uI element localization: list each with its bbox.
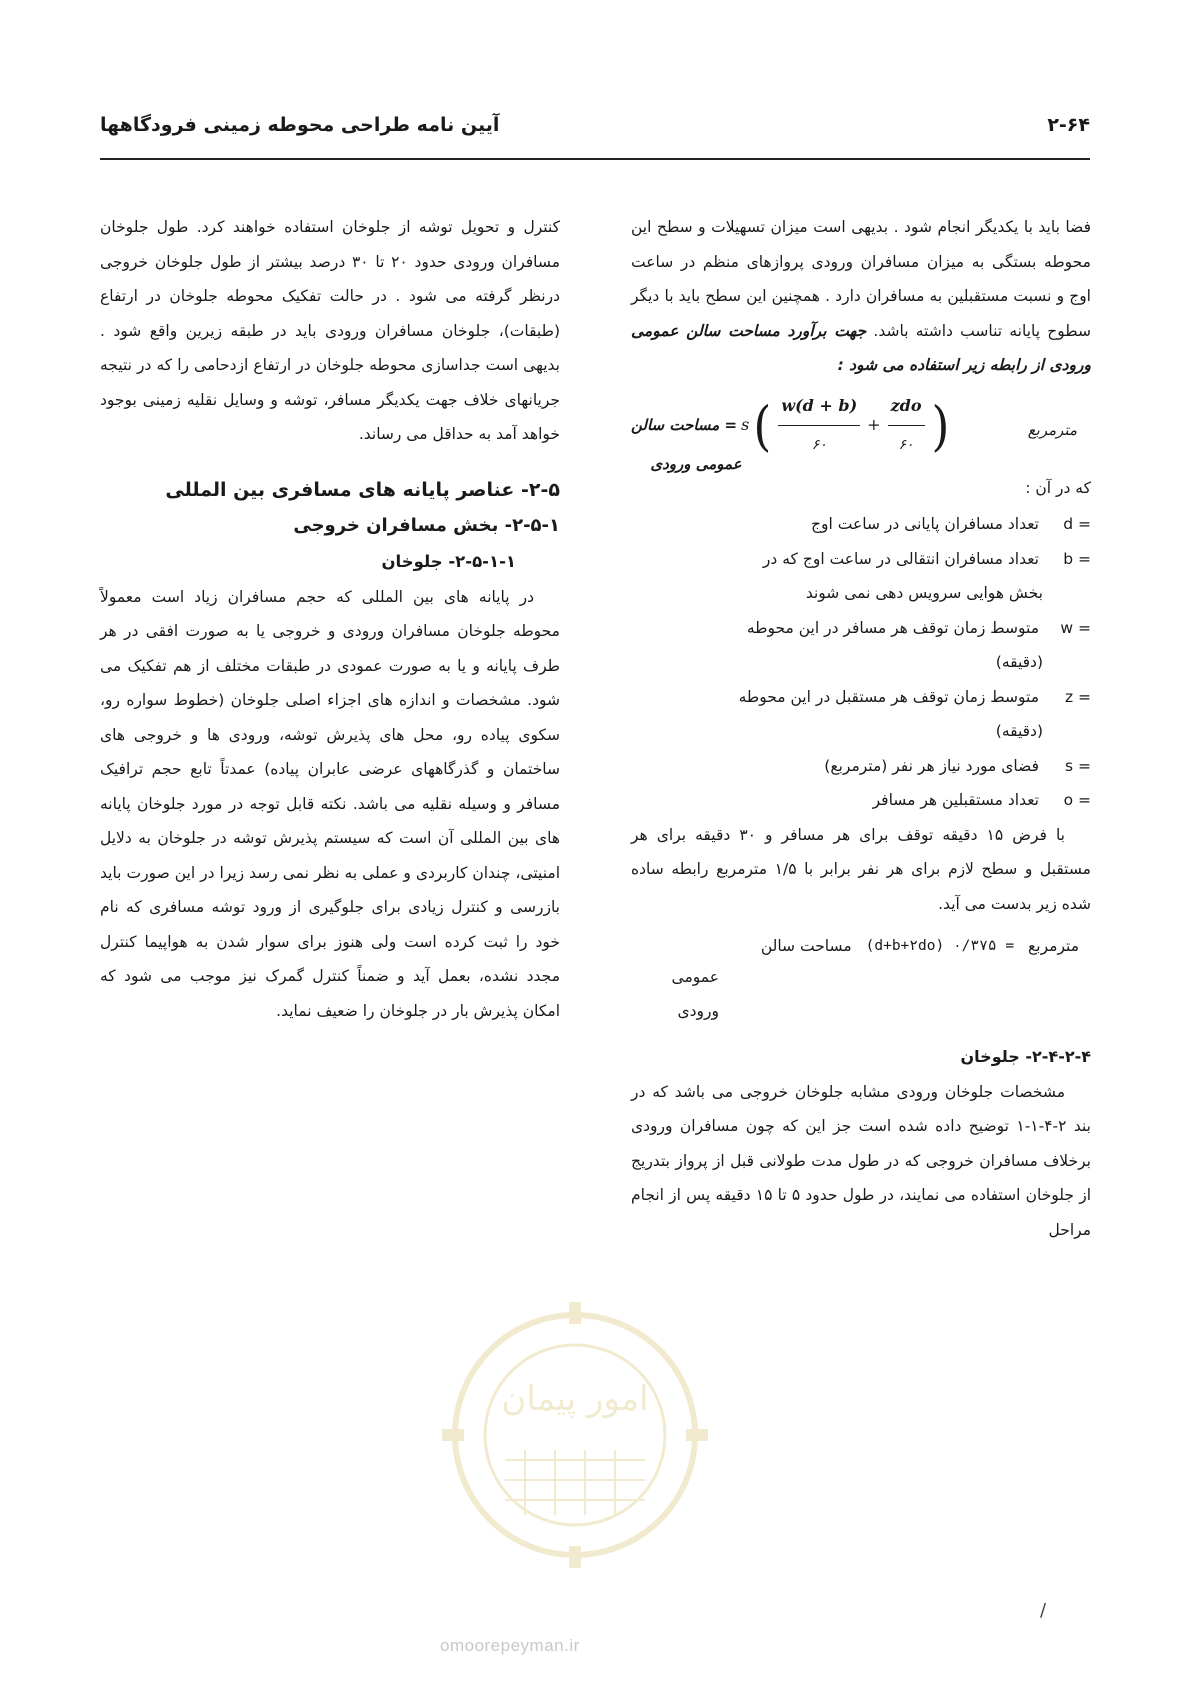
paragraph-intro-text: فضا باید با یکدیگر انجام شود . بدیهی است میزان تسهیلات و سطح این محوطه بستگی به میزان مسافران ورودی پروازهای منظم در ساعت اوج و نسبت مستقبلین به مسافران دارد . همچنین این سطح باید با دیگر سطوح پایانه تناسب داشته باشد. [631,218,1091,340]
definition-variable: b = [1063,549,1091,568]
definition-variable: w = [1060,618,1091,637]
formula-unit: مترمربع [1027,420,1077,439]
formula2-label: مساحت سالن [760,937,852,955]
definition-continuation: (دقیقه) [995,653,1043,671]
heading-departures: ۲-۵-۱- بخش مسافران خروجی [293,514,560,536]
variable-definitions [631,507,1091,818]
watermark-seal [430,1290,720,1580]
definition-text: تعداد مسافران انتقالی در ساعت اوج که در [762,549,1039,568]
formula-numerator-1: w(d + b) [778,389,860,427]
formula2-expression: (d+b+۲do) ۰/۳۷۵ = [865,938,1015,954]
definition-text: تعداد مستقبلین هر مسافر [872,791,1039,809]
definition-variable: s = [1065,756,1091,775]
definition-continuation: (دقیقه) [995,722,1043,740]
formula-denominator-1: ۶۰ [811,437,827,453]
formula-label-line2: عمومی ورودی [650,454,742,473]
formula-factor: s [741,415,750,435]
section-heading-arrival-forecourt: ۲-۴-۲-۴- جلوخان [960,1046,1091,1066]
formula-hall-area [631,389,1091,471]
definition-text: متوسط زمان توقف هر مستقبل در این محوطه [738,687,1039,706]
formula-plus: + [867,415,881,435]
definition-variable: d = [1063,515,1091,533]
formula-open-paren: ( [753,394,772,457]
watermark-url: omoorepeyman.ir [440,1636,580,1655]
definition-row [631,749,1091,784]
definition-variable: z = [1064,687,1091,706]
heading-international-terminal: ۲-۵- عناصر پایانه های مسافری بین المللی [165,478,560,501]
definition-row [631,507,1091,542]
document-title: آیین نامه طراحی محوطه زمینی فرودگاهها [100,114,500,136]
formula-fraction-1 [778,389,860,463]
formula-numerator-2: zdo [888,389,925,427]
definition-text: فضای مورد نیاز هر نفر (مترمربع) [824,756,1039,775]
definition-row [631,542,1091,577]
definition-row [631,680,1091,715]
watermark-seal-text: امور پیمان [501,1379,649,1419]
paragraph-intro [631,210,1091,383]
right-column [631,210,1091,1247]
definition-row [631,783,1091,818]
definition-text: تعداد مسافران پایانی در ساعت اوج [811,515,1039,533]
page-number: ۲-۶۴ [1047,114,1090,136]
page-header [100,110,1090,160]
formula2-unit: مترمربع [1028,937,1079,955]
formula-denominator-2: ۶۰ [898,437,914,453]
definition-continuation: بخش هوایی سرویس دهی نمی شوند [805,584,1043,602]
formula2-label-line2: عمومی ورودی [671,967,719,1020]
definition-variable: o = [1063,791,1091,809]
paragraph-assumption: با فرض ۱۵ دقیقه توقف برای هر مسافر و ۳۰ دقیقه برای هر مستقبل و سطح لازم برای هر نفر برابر با ۱/۵ مترمربع رابطه ساده شده زیر بدست می آید. [631,825,1091,913]
formula-close-paren: ) [931,394,950,457]
where-label: که در آن : [1025,478,1091,497]
paragraph-intro-emphasis: جهت برآورد مساحت سالن عمومی ورودی از رابطه زیر استفاده می شود : [631,321,1091,374]
formula-simplified [631,929,1091,964]
margin-mark: / [1040,1600,1047,1621]
paragraph-international-forecourt: در پایانه های بین المللی که حجم مسافران زیاد است معمولاً محوطه جلوخان مسافران ورودی و خروجی یا به صورت افقی در هر طرف پایانه و یا به صورت عمودی در طبقات مختلف از هم تفکیک می شود. مشخصات و اندازه های اجزاء اصلی جلوخان (خطوط سواره رو، سکوی پیاده رو، محل های پذیرش توشه، ورودی ها و خروجی های ساختمان و گذرگاههای عرضی عابران پیاده) عمدتاً تابع حجم ترافیک مسافر و وسیله نقلیه می باشد. نکته قابل توجه در مورد جلوخان پایانه های بین المللی آن است که سیستم پذیرش توشه در جلوخان به دلایل امنیتی، چندان کاربردی و عملی به نظر نمی رسد زیرا در این صورت باید بازرسی و کنترل زیادی برای جلوگیری از ورود توشه مسافری که نام خود را ثبت کرده است ولی هنوز برای سوار شدن به هواپیما کنترل مجدد نشده، بعمل آید و ضمناً کنترل گمرک نیز موجب می شود که امکان پذیرش بار در جلوخان را ضعیف نماید. [100,587,560,1020]
paragraph-arrival-forecourt: مشخصات جلوخان ورودی مشابه جلوخان خروجی می باشد که در بند ۲-۴-۱-۱ توضیح داده شده است جز این که چون مسافران ورودی برخلاف مسافران خروجی که در طول مدت طولانی قبل از پرواز بتدریج از جلوخان استفاده می نمایند، در طول حدود ۵ تا ۱۵ دقیقه پس از انجام مراحل [631,1082,1091,1239]
left-column [100,210,560,1028]
definition-row [631,611,1091,646]
paragraph-forecourt-length: کنترل و تحویل توشه از جلوخان استفاده خواهند کرد. طول جلوخان مسافران ورودی حدود ۲۰ تا ۳۰ درصد بیشتر از طول جلوخان خروجی درنظر گرفته می شود . در حالت تفکیک محوطه جلوخان در ارتفاع (طبقات)، جلوخان مسافران ورودی باید در طبقه زیرین واقع شود . بدیهی است جداسازی محوطه جلوخان در ارتفاع ازدحامی را که در نتیجه جریانهای خلاف جهت یکدیگر مسافر، توشه و وسایل نقلیه زمینی بوجود خواهد آمد به حداقل می رساند. [100,218,561,443]
heading-departures-forecourt: ۲-۵-۱-۱- جلوخان [381,551,516,571]
formula-equals-label: = مساحت سالن [631,416,738,435]
formula-fraction-2 [888,389,925,463]
definition-text: متوسط زمان توقف هر مسافر در این محوطه [746,618,1039,637]
